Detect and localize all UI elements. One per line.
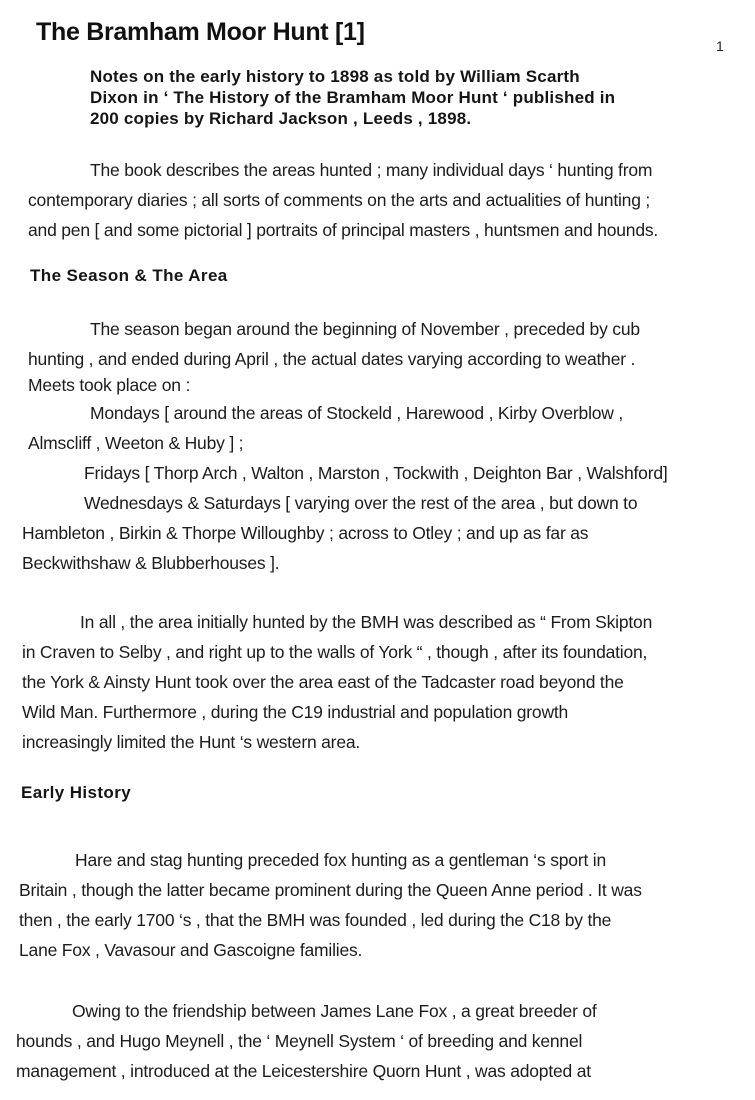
paragraph-season [28, 314, 640, 396]
text-line: Beckwithshaw & Blubberhouses ]. [22, 553, 280, 573]
paragraph-book-description [28, 155, 658, 245]
intro-note [90, 66, 730, 129]
text-line: contemporary diaries ; all sorts of comments on the arts and actualities of hunting ; [28, 190, 651, 210]
intro-line: Dixon in ‘ The History of the Bramham Moor Hunt ‘ published in [90, 88, 616, 107]
text-line: in Craven to Selby , and right up to the walls of York “ , though , after its foundation, [22, 642, 648, 662]
text-line: hunting , and ended during April , the actual dates varying according to weather . [28, 349, 636, 369]
text-line: Britain , though the latter became prominent during the Queen Anne period . It was [19, 880, 642, 900]
text-line: Hare and stag hunting preceded fox hunting as a gentleman ‘s sport in [75, 850, 606, 870]
paragraph-area [22, 607, 652, 757]
text-line: In all , the area initially hunted by the BMH was described as “ From Skipton [80, 612, 653, 632]
text-line: the York & Ainsty Hunt took over the area east of the Tadcaster road beyond the [22, 672, 624, 692]
text-line: management , introduced at the Leicestershire Quorn Hunt , was adopted at [16, 1061, 591, 1081]
section-heading-season: The Season & The Area [30, 266, 228, 285]
text-line: Lane Fox , Vavasour and Gascoigne families. [19, 940, 363, 960]
text-line: Mondays [ around the areas of Stockeld , Harewood , Kirby Overblow , [90, 403, 624, 423]
text-line: then , the early 1700 ‘s , that the BMH was founded , led during the C18 by the [19, 910, 612, 930]
text-line: The book describes the areas hunted ; many individual days ‘ hunting from [90, 160, 653, 180]
document-title: The Bramham Moor Hunt [1] [36, 18, 365, 46]
meets-fridays [22, 458, 668, 488]
paragraph-owing [16, 996, 597, 1086]
text-line: Meets took place on : [28, 375, 191, 395]
text-line: Hambleton , Birkin & Thorpe Willoughby ; across to Otley ; and up as far as [22, 523, 589, 543]
text-line: and pen [ and some pictorial ] portraits of principal masters , huntsmen and hounds. [28, 220, 659, 240]
page-number: 1 [716, 38, 724, 54]
text-line: Wednesdays & Saturdays [ varying over the rest of the area , but down to [84, 493, 638, 513]
text-line: Owing to the friendship between James Lane Fox , a great breeder of [72, 1001, 597, 1021]
text-line: Wild Man. Furthermore , during the C19 industrial and population growth [22, 702, 569, 722]
intro-line: Notes on the early history to 1898 as told by William Scarth [90, 67, 580, 86]
meets-wednesdays-saturdays [22, 488, 637, 578]
meets-mondays [28, 398, 623, 458]
text-line: Fridays [ Thorp Arch , Walton , Marston , Tockwith , Deighton Bar , Walshford] [84, 463, 668, 483]
section-heading-history: Early History [21, 783, 132, 802]
intro-line: 200 copies by Richard Jackson , Leeds , 1898. [90, 109, 472, 128]
text-line: The season began around the beginning of November , preceded by cub [90, 319, 640, 339]
text-line: Almscliff , Weeton & Huby ] ; [28, 433, 244, 453]
paragraph-hare-stag [19, 845, 642, 965]
text-line: hounds , and Hugo Meynell , the ‘ Meynell System ‘ of breeding and kennel [16, 1031, 583, 1051]
text-line: increasingly limited the Hunt ‘s western area. [22, 732, 361, 752]
